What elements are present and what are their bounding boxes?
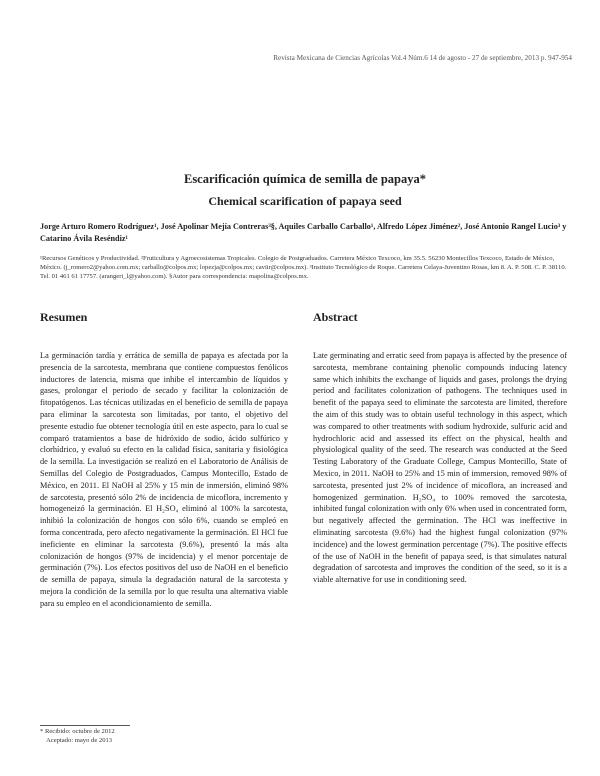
resumen-text: La germinación tardía y errática de semilla de papaya es afectada por la presencia de la sarcotesta, membrana que contiene compuestos fenólicos inductores de latencia, misma que inhibe el intercambio de líquidos y gases, prolongar el periodo de secado y facilitar la colonización de fitopatógenos. Las técnicas utilizadas en el beneficio de semilla de papaya para eliminar la sarcotesta son limitadas, por tanto, el objetivo del presente estudio fue obtener tecnología útil en este aspecto, para lo cual se comparó tratamientos a base de hidróxido de sodio, ácido sulfúrico y clorhídrico, y evaluó su efecto en la calidad física, sanitaria y fisiológica de la semilla. La investigación se realizó en el Laboratorio de Análisis de Semillas del Colegio de Postgraduados, Campus Montecillo, Estado de México, en 2011. El NaOH al 25% y 15 min de inmersión, eliminó 98% de sarcotesta, presentó sólo 2% de incidencia de micoflora, incremento y homogeneizó la germinación. El H₂SO₄ eliminó al 100% la sarcotesta, inhibió la colonización de hongos con sólo 6%, cuando se empleó en forma concentrada, pero afecto negativamente la germinación. El HCl fue ineficiente en eliminar la sarcotesta (9.6%), presentó la más alta colonización de hongos (97% de incidencia) y el menor porcentaje de germinación (7%). Los efectos positivos del uso de NaOH en el beneficio de semilla de papaya, simula la degradación natural de la sarcotesta y mejora la condición de la semilla por lo que resulta una alternativa viable para su empleo en el acondicionamiento de semilla. [40,351,288,608]
resumen-column [40,350,288,610]
author-list: Jorge Arturo Romero Rodríguez¹, José Apolinar Mejía Contreras³§, Aquiles Carballo Carballo¹, Alfredo López Jiménez², José Antonio Rangel Lucio³ y Catarino Ávila Reséndiz¹ [40,222,567,243]
abstract-text: Late germinating and erratic seed from papaya is affected by the presence of sarcotesta, membrane containing phenolic compounds inducing latency same which inhibits the exchange of liquids and gases, prolongs the drying period and facilitates colonization of pathogens. The techniques used in benefit of the papaya seed to eliminate the sarcotesta are limited, therefore the aim of this study was to obtain useful technology in this aspect, which was compared to other treatments with sodium hydroxide, sulfuric acid and hydrochloric acid and assessed its effect on the physical, health and physiological quality of the seed. The research was conducted at the Seed Testing Laboratory of the Graduate College, Campus Montecillo, State of Mexico, in 2011. NaOH to 25% and 15 min of immersion, removed 98% of sarcotesta, presented just 2% of incidence of micoflora, an increased and homogenized germination. H₂SO₄ to 100% removed the sarcotesta, inhibited fungal colonization with only 6% when used in concentrated form, but negatively affected the germination. The HCl was ineffective in eliminating sarcotesta (9.6%) had the highest fungal colonization (97% incidence) and the lowest germination percentage (7%). The positive effects of the use of NaOH in the benefit of papaya seed, is that simulates natural degradation of sarcotesta and improves the condition of the seed, so it is a viable alternative for use in conditioning seed. [313,351,567,585]
title-english: Chemical scarification of papaya seed [208,194,402,208]
footnote-accepted: Aceptado: mayo de 2013 [46,737,113,744]
title-spanish: Escarificación química de semilla de papaya* [183,172,426,186]
footnote-received: * Recibido: octubre de 2012 [40,728,115,735]
running-header: Revista Mexicana de Ciencias Agrícolas Vol.4 Núm.6 14 de agosto - 27 de septiembre, 2013 p. 947-954 [273,54,572,62]
footnote-rule [40,725,130,726]
abstract-heading: Abstract [313,310,358,324]
resumen-heading: Resumen [40,310,88,324]
affiliations: ¹Recursos Genéticos y Productividad. ²Fruticultura y Agroecosistemas Tropicales. Colegio de Postgraduados. Carretera México Texcoco, km 35.5. 56230 Montecillos Texcoco, Estado de México, México. (j_romero2@yahoo.com.mx; carballo@colpos.mx; lopezja@colpos.mx; caviir@colpos.mx). ³Instituto Tecnológico de Roque. Carretera Celaya-Juventino Rosas, km 8. A. P. 508. C. P. 38110. Tel. 01 461 61 17757. (arangeri_l@yahoo.com). §Autor para correspondencia: mapolina@colpos.mx. [40,255,567,281]
abstract-column [313,350,567,586]
